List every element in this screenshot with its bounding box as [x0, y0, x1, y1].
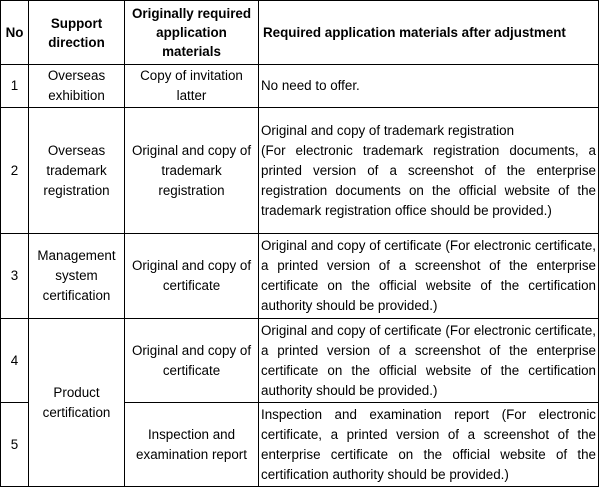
adjusted-materials-cell: Original and copy of certificate (For electronic certificate, a printed version of a screenshot of the enterprise certificate on the official website of the certification authority should be provided.): [259, 319, 599, 403]
header-support-direction: Support direction: [29, 1, 125, 65]
adjusted-materials-cell: Inspection and examination report (For electronic certificate, a printed version of a screenshot of the enterprise certificate on the official website of the certification authority should be provided.): [259, 403, 599, 487]
table-row: [1, 65, 599, 108]
adjusted-materials-line: Original and copy of trademark registration: [261, 122, 515, 138]
table-row: [1, 234, 599, 319]
adjusted-materials-cell: [259, 108, 599, 234]
row-number: 2: [1, 108, 29, 234]
table-row: [1, 108, 599, 234]
header-original-materials: Originally required application materials: [125, 1, 259, 65]
original-materials-cell: Original and copy of certificate: [125, 234, 259, 319]
header-adjusted-materials: Required application materials after adjustment: [259, 1, 599, 65]
original-materials-cell: Original and copy of certificate: [125, 319, 259, 403]
support-direction-cell: Product certification: [29, 319, 125, 487]
adjusted-materials-note: (For electronic trademark registration documents, a printed version of a screenshot of the enterprise registration documents on the official website of the trademark registration office should be provided.): [261, 142, 596, 218]
header-no: No: [1, 1, 29, 65]
row-number: 4: [1, 319, 29, 403]
original-materials-cell: Original and copy of trademark registration: [125, 108, 259, 234]
row-number: 3: [1, 234, 29, 319]
original-materials-cell: Copy of invitation latter: [125, 65, 259, 108]
support-direction-cell: Overseas exhibition: [29, 65, 125, 108]
support-direction-cell: Management system certification: [29, 234, 125, 319]
adjusted-materials-cell: Original and copy of certificate (For electronic certificate, a printed version of a screenshot of the enterprise certificate on the official website of the certification authority should be provided.): [259, 234, 599, 319]
original-materials-cell: Inspection and examination report: [125, 403, 259, 487]
support-direction-cell: Overseas trademark registration: [29, 108, 125, 234]
adjusted-materials-cell: No need to offer.: [259, 65, 599, 108]
header-row: [1, 1, 599, 65]
row-number: 5: [1, 403, 29, 487]
table-row: [1, 319, 599, 403]
row-number: 1: [1, 65, 29, 108]
